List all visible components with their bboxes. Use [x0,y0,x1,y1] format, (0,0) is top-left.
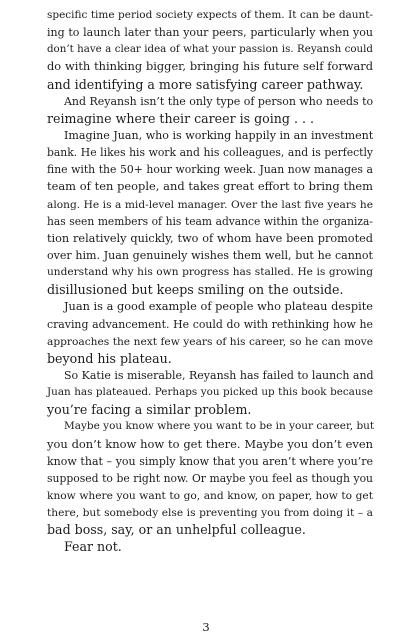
text-line: Juan is a good example of people who plateau despite [64,299,373,314]
paragraph [47,298,373,367]
paragraph [47,93,373,127]
text-line: craving advancement. He could do with rethinking how he [47,317,373,331]
text-line: supposed to be right now. Or maybe you feel as though you [47,471,373,485]
text-line: approaches the next few years of his career, so he can move [47,334,373,348]
text-line: beyond his plateau. [47,350,172,366]
text-line: bad boss, say, or an unhelpful colleague. [47,522,306,538]
text-line: bank. He likes his work and his colleagues, and is perfectly [47,146,373,160]
text-line: And Reyansh isn’t the only type of person who needs to [64,94,374,108]
paragraph [47,418,373,538]
text-line: don’t have a clear idea of what your passion is. Reyansh could [47,43,373,56]
paragraph [47,367,373,418]
text-line: along. He is a mid-level manager. Over the last five years he [47,197,373,211]
page-number: 3 [202,620,210,634]
text-line: team of ten people, and takes great effort to bring them [47,179,373,194]
text-line: ing to launch later than your peers, particularly when you [47,26,373,40]
text-line: know that – you simply know that you aren’t where you’re [47,454,373,468]
text-line: and identifying a more satisfying career pathway. [47,76,364,92]
text-line: over him. Juan genuinely wishes them well, but he cannot [47,248,373,262]
book-page-body [47,7,373,556]
paragraph [47,7,373,93]
text-line: disillusioned but keeps smiling on the outside. [47,282,344,298]
text-line: there, but somebody else is preventing you from doing it – a [47,506,373,520]
text-line: Maybe you know where you want to be in your career, but [64,420,375,433]
text-line: reimagine where their career is going . . . [47,110,314,126]
text-line: Juan has plateaued. Perhaps you picked up this book because [47,386,373,399]
paragraph [47,538,373,555]
text-line: So Katie is miserable, Reyansh has failed to launch and [64,368,374,382]
text-line: know where you want to go, and know, on paper, how to get [47,488,373,502]
text-line: you’re facing a similar problem. [47,402,252,418]
text-line: understand why his own progress has stalled. He is growing [47,266,373,279]
text-line: you don’t know how to get there. Maybe you don’t even [47,436,373,451]
text-line: Imagine Juan, who is working happily in an investment [64,128,374,142]
text-line: fine with the 50+ hour working week. Juan now manages a [47,163,373,177]
text-line: has seen members of his team advance within the organiza- [47,214,373,228]
text-line: Fear not. [64,539,122,555]
text-line: specific time period society expects of them. It can be daunt- [47,9,373,21]
paragraph [47,127,373,298]
text-line: do with thinking bigger, bringing his future self forward [47,59,373,74]
text-line: tion relatively quickly, two of whom have been promoted [47,231,373,245]
